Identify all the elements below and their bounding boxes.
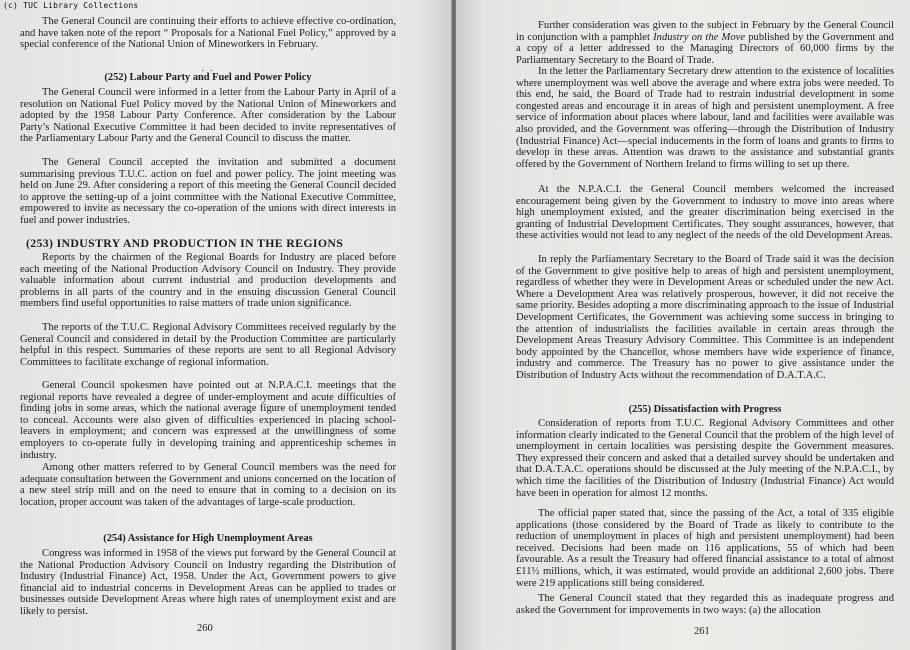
section-255-paragraph-3: The General Council stated that they regarded this as inadequate progress and asked the Government for improvements in two ways: (a) the allocation — [516, 593, 894, 616]
section-252-paragraph-1: The General Council were informed in a letter from the Labour Party in April of a resolution on National Fuel Policy moved by the National Union of Mineworkers and adopted by the 1958 Labour Party Conference. After consideration by the Labour Party’s National Executive Committee it had been decided to invite representatives of the Parliamentary Labour Party and the General Council to discuss the matter. — [20, 87, 396, 145]
section-253-paragraph-3: General Council spokesmen have pointed out at N.P.A.C.I. meetings that the regional reports have revealed a degree of under-employment and acute difficulties of finding jobs in some areas, which the national average figure of unemployment tended to conceal. Accounts were also given of difficulties experienced in placing school-leavers in employment; and concern was expressed at the unwillingness of some employers to co-operate fully in developing training and apprenticeship schemes in industry. — [20, 380, 396, 461]
section-253-heading: (253) INDUSTRY AND PRODUCTION IN THE REGIONS — [26, 236, 344, 250]
section-253-paragraph-4: Among other matters referred to by General Council members was the need for adequate consultation between the Government and unions concerned on the location of a new steel strip mill and on the need to ensure that in coming to a decision on its location, proper account was taken of the advantages of large-scale production. — [20, 462, 396, 508]
page-number-right: 261 — [694, 626, 710, 637]
right-paragraph-3: At the N.P.A.C.I. the General Council members welcomed the increased encouragement being given by the Government to industry to move into areas where high unemployment existed, and the greater discrimination being exercised in the granting of Industrial Development Certificates. They sought assurances, however, that these activities would not lead to any neglect of the needs of the old Development Areas. — [516, 184, 894, 242]
watermark: (c) TUC Library Collections — [3, 1, 139, 10]
section-254-paragraph-1: Congress was informed in 1958 of the views put forward by the General Council at the National Production Advisory Council on Industry regarding the Distribution of Industry (Industrial Finance) Act, 1958. Under the Act, Government powers to give financial aid to industrial concerns in Development Areas can be applied to trades or businesses outside Development Areas where high rates of unemployment exist and are likely to persist. — [20, 548, 396, 617]
right-paragraph-4: In reply the Parliamentary Secretary to the Board of Trade said it was the decision of the Government to give positive help to areas of high and persistent unemployment, regardless of whether they were in Development Areas or scheduled under the new Act. Where a Development Area was relatively prosperous, however, it did not receive the same priority. Besides adopting a more discriminating approach to the issue of Industrial Development Certificates, the Government was achieving some success in bringing to the attention of industrialists the facilities available in certain areas through the Development Areas Treasury Advisory Committee. This Committee is an independent body appointed by the Chancellor, whose members have wide experience of finance, industry and commerce. The Treasury has no power to give assistance under the Distribution of Industry Acts without the recommendation of D.A.T.A.C. — [516, 254, 894, 381]
right-paragraph-1-text-a: Further consideration was given to the subject in February by the General Council in conjunction with a pamphlet — [516, 20, 894, 43]
section-253-paragraph-2: The reports of the T.U.C. Regional Advisory Committees received regularly by the General Council and considered in detail by the Production Committee are particularly helpful in this respect. Summaries of these reports are sent to all Regional Advisory Committees to facilitate exchange of regional information. — [20, 322, 396, 368]
intro-paragraph: The General Council are continuing their efforts to achieve effective co-ordination, and have taken note of the report “ Proposals for a National Fuel Policy,” approved by a special conference of the National Union of Mineworkers in February. — [20, 16, 396, 51]
right-paragraph-1-text-b: published by the Government and a copy of a letter addressed to the Managing Directors of 60,000 firms by the Parliamentary Secretary to the Board of Trade. — [516, 31, 894, 66]
pamphlet-title: Industry on the Move — [653, 31, 746, 43]
right-page — [456, 0, 910, 650]
section-252-paragraph-2: The General Council accepted the invitation and submitted a document summarising previous T.U.C. action on fuel and power policy. The joint meeting was held on June 29. After considering a report of this meeting the General Council decided to approve the setting-up of a joint committee with the National Executive Committee, empowered to invite as necessary the co-operation of the unions with direct interests in fuel and power industries. — [20, 157, 396, 226]
section-254-heading: (254) Assistance for High Unemployment Areas — [103, 533, 313, 544]
section-253-paragraph-1: Reports by the chairmen of the Regional Boards for Industry are placed before each meeting of the National Production Advisory Council on Industry. They provide valuable information about current industrial and production developments and problems in all parts of the country and in the ensuing discussion General Council members find useful opportunities to raise matters of trade union significance. — [20, 252, 396, 310]
section-255-paragraph-2: The official paper stated that, since the passing of the Act, a total of 335 eligible applications (those considered by the Board of Trade as likely to contribute to the reduction of unemployment in places of high and persistent unemployment) had been received. Decisions had been made on 116 applications, 55 of which had been favourable. As a result the Treasury had offered financial assistance to a total of almost £11½ millions, which, it was estimated, would provide an additional 2,600 jobs. There were 219 applications still being considered. — [516, 508, 894, 589]
right-paragraph-1 — [516, 20, 894, 66]
page-number-left: 260 — [197, 623, 213, 634]
section-255-paragraph-1: Consideration of reports from T.U.C. Regional Advisory Committees and other information clearly indicated to the General Council that the problem of the high level of unemployment in certain localities was persisting despite the Government measures. They expressed their concern and asked that a detailed survey should be undertaken and that D.A.T.A.C. operations should be discussed at the July meeting of the N.P.A.C.I., by which time the facilities of the Distribution of Industry (Industrial Finance) Act would have been in operation for almost 12 months. — [516, 418, 894, 499]
section-separator: . . — [201, 63, 215, 73]
right-paragraph-2: In the letter the Parliamentary Secretary drew attention to the existence of localities where unemployment was well above the average and where extra jobs were needed. To this end, he said, the Board of Trade had to restrain industrial development in some congested areas and encourage it in areas of high and persistent unemployment. A free service of information about places where labour, land and facilities were available was also provided, and the Government was offering—through the Distribution of Industry (Industrial Finance) Act—special inducements in the form of loans and grants to firms to develop in these areas. Attention was drawn to the assistance and substantial grants offered by the Government of Northern Ireland to firms willing to set up there. — [516, 66, 894, 170]
left-page — [0, 0, 452, 650]
section-255-heading: (255) Dissatisfaction with Progress — [628, 404, 782, 415]
section-252-heading: (252) Labour Party and Fuel and Power Policy — [104, 72, 312, 83]
